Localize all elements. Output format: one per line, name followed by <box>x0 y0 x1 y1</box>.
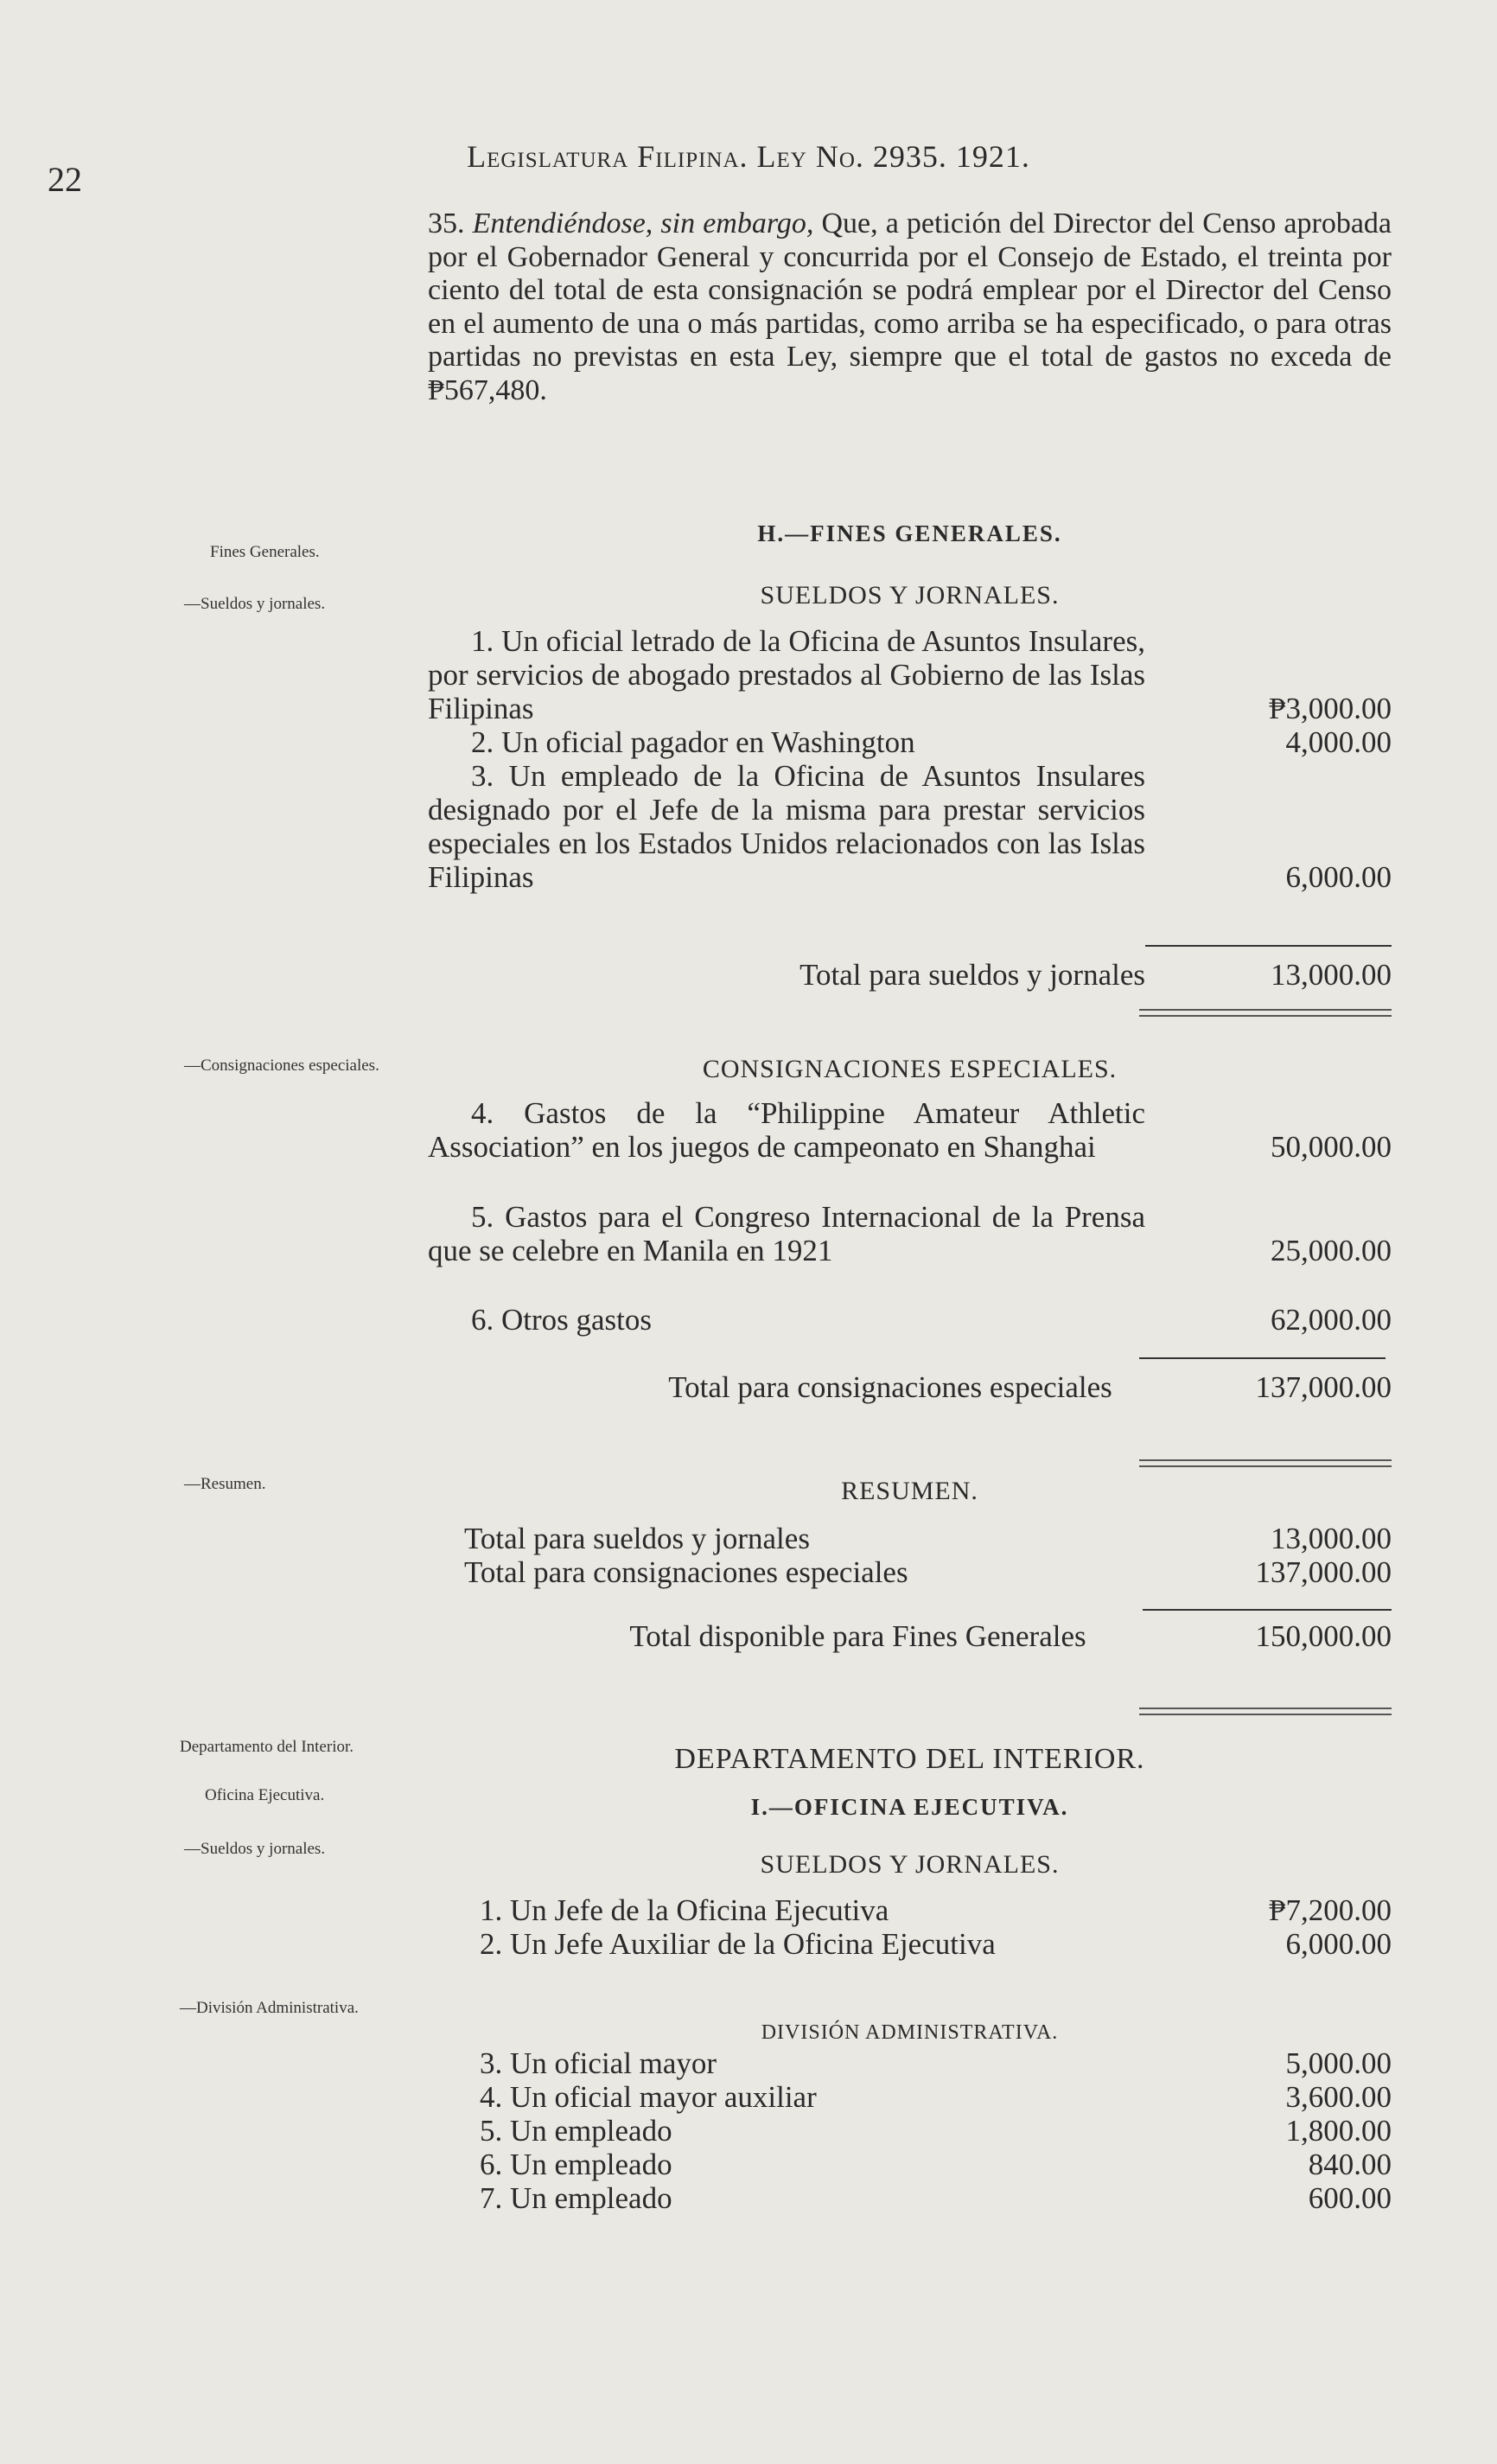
total-double-rule <box>1139 1459 1392 1467</box>
intro-paragraph <box>428 207 1392 407</box>
item-text: 5. Gastos para el Congreso Internacional de la Prensa que se celebre en Manila en 1921 <box>428 1200 1145 1267</box>
list-item <box>428 1303 1392 1337</box>
margin-note-sueldos-2: —Sueldos y jornales. <box>184 1840 326 1858</box>
total-row <box>428 958 1392 992</box>
item-amount: 4,000.00 <box>1285 725 1392 759</box>
margin-note-division: —División Administrativa. <box>180 1999 359 2017</box>
total-double-rule <box>1139 1708 1392 1715</box>
margin-note-resumen: —Resumen. <box>184 1475 266 1493</box>
total-row <box>428 1619 1392 1653</box>
intro-italic: Entendiéndose, sin embargo, <box>472 207 814 239</box>
consignaciones-heading: CONSIGNACIONES ESPECIALES. <box>702 1055 1118 1083</box>
item-amount: 6,000.00 <box>1285 1927 1392 1961</box>
item-text: Total para sueldos y jornales <box>464 1522 810 1555</box>
item-amount: 6,000.00 <box>1285 860 1392 894</box>
sueldos-heading-2: SUELDOS Y JORNALES. <box>760 1850 1060 1879</box>
item-amount: 600.00 <box>1308 2181 1392 2215</box>
resumen-heading: RESUMEN. <box>841 1477 978 1505</box>
margin-note-fines-generales: Fines Generales. <box>210 543 320 561</box>
item-text: Total para consignaciones especiales <box>464 1555 908 1589</box>
item-text: 6. Otros gastos <box>471 1303 653 1337</box>
running-title <box>0 138 1497 175</box>
list-item <box>428 2114 1392 2148</box>
list-item <box>428 1522 1392 1555</box>
division-heading: DIVISIÓN ADMINISTRATIVA. <box>761 2021 1059 2044</box>
item-amount: 13,000.00 <box>1271 1522 1392 1555</box>
list-item <box>428 2046 1392 2080</box>
item-text: 7. Un empleado <box>480 2181 672 2215</box>
item-text: 2. Un Jefe Auxiliar de la Oficina Ejecutiva <box>480 1927 996 1961</box>
item-text: 2. Un oficial pagador en Washington <box>471 725 915 759</box>
item-amount: ₱3,000.00 <box>1269 692 1392 725</box>
list-item <box>428 759 1392 894</box>
total-row <box>428 1370 1392 1404</box>
list-item <box>428 624 1392 725</box>
total-double-rule <box>1139 1009 1392 1017</box>
section-i-title: I.—OFICINA EJECUTIVA. <box>750 1794 1069 1820</box>
intro-text: Que, a petición del Director del Censo aprobada por el Gobernador General y concurrida por el Consejo de Estado, el treinta por ciento del total de esta consignación se podrá emplear por el Director del Censo en el aumento de una o más partidas, como arriba se ha especificado, o para otras partidas no previstas en esta Ley, siempre que el total de gastos no exceda de ₱567,480. <box>428 207 1392 406</box>
margin-note-consignaciones: —Consignaciones especiales. <box>184 1056 379 1075</box>
item-amount: 3,600.00 <box>1285 2080 1392 2114</box>
subtotal-rule <box>1143 1609 1392 1611</box>
item-text: 3. Un oficial mayor <box>480 2046 717 2080</box>
item-amount: 137,000.00 <box>1255 1555 1392 1589</box>
item-text: 1. Un Jefe de la Oficina Ejecutiva <box>480 1893 889 1927</box>
list-item <box>428 2148 1392 2181</box>
subtotal-rule <box>1139 1357 1386 1359</box>
item-amount: 840.00 <box>1308 2148 1392 2181</box>
subtotal-rule <box>1145 945 1392 947</box>
list-item <box>428 2080 1392 2114</box>
total-amount: 13,000.00 <box>1271 958 1392 992</box>
item-amount: 62,000.00 <box>1271 1303 1392 1337</box>
total-amount: 150,000.00 <box>1255 1619 1392 1653</box>
list-item <box>428 2181 1392 2215</box>
page-number: 22 <box>48 160 82 199</box>
section-h-title: H.—FINES GENERALES. <box>757 520 1062 546</box>
item-text: 1. Un oficial letrado de la Oficina de Asuntos Insulares, por servicios de abogado prestados al Gobierno de las Islas Filipinas <box>428 624 1145 725</box>
list-item <box>428 1927 1392 1961</box>
item-amount: ₱7,200.00 <box>1269 1893 1392 1927</box>
list-item <box>428 1555 1392 1589</box>
item-amount: 50,000.00 <box>1271 1130 1392 1164</box>
departamento-heading: DEPARTAMENTO DEL INTERIOR. <box>674 1743 1145 1775</box>
item-text: 4. Un oficial mayor auxiliar <box>480 2080 817 2114</box>
total-label: Total disponible para Fines Generales <box>629 1619 1086 1653</box>
margin-note-oficina: Oficina Ejecutiva. <box>205 1786 325 1804</box>
list-item <box>428 1200 1392 1267</box>
total-label: Total para consignaciones especiales <box>668 1370 1112 1404</box>
item-text: 5. Un empleado <box>480 2114 672 2148</box>
sueldos-heading: SUELDOS Y JORNALES. <box>760 581 1060 610</box>
list-item <box>428 1893 1392 1927</box>
item-amount: 5,000.00 <box>1285 2046 1392 2080</box>
intro-number: 35. <box>428 207 465 239</box>
item-amount: 1,800.00 <box>1285 2114 1392 2148</box>
list-item <box>428 725 1392 759</box>
item-text: 3. Un empleado de la Oficina de Asuntos Insulares designado por el Jefe de la misma para prestar servicios especiales en los Estados Unidos relacionados con las Islas Filipinas <box>428 759 1145 894</box>
list-item <box>428 1096 1392 1164</box>
item-text: 6. Un empleado <box>480 2148 672 2181</box>
margin-note-sueldos: —Sueldos y jornales. <box>184 595 326 613</box>
total-label: Total para sueldos y jornales <box>799 958 1145 992</box>
margin-note-departamento: Departamento del Interior. <box>180 1738 354 1756</box>
total-amount: 137,000.00 <box>1255 1370 1392 1404</box>
item-text: 4. Gastos de la “Philippine Amateur Athletic Association” en los juegos de campeonato en Shanghai <box>428 1096 1145 1164</box>
item-amount: 25,000.00 <box>1271 1234 1392 1267</box>
running-title-text: Legislatura Filipina. Ley No. 2935. 1921. <box>467 139 1030 174</box>
